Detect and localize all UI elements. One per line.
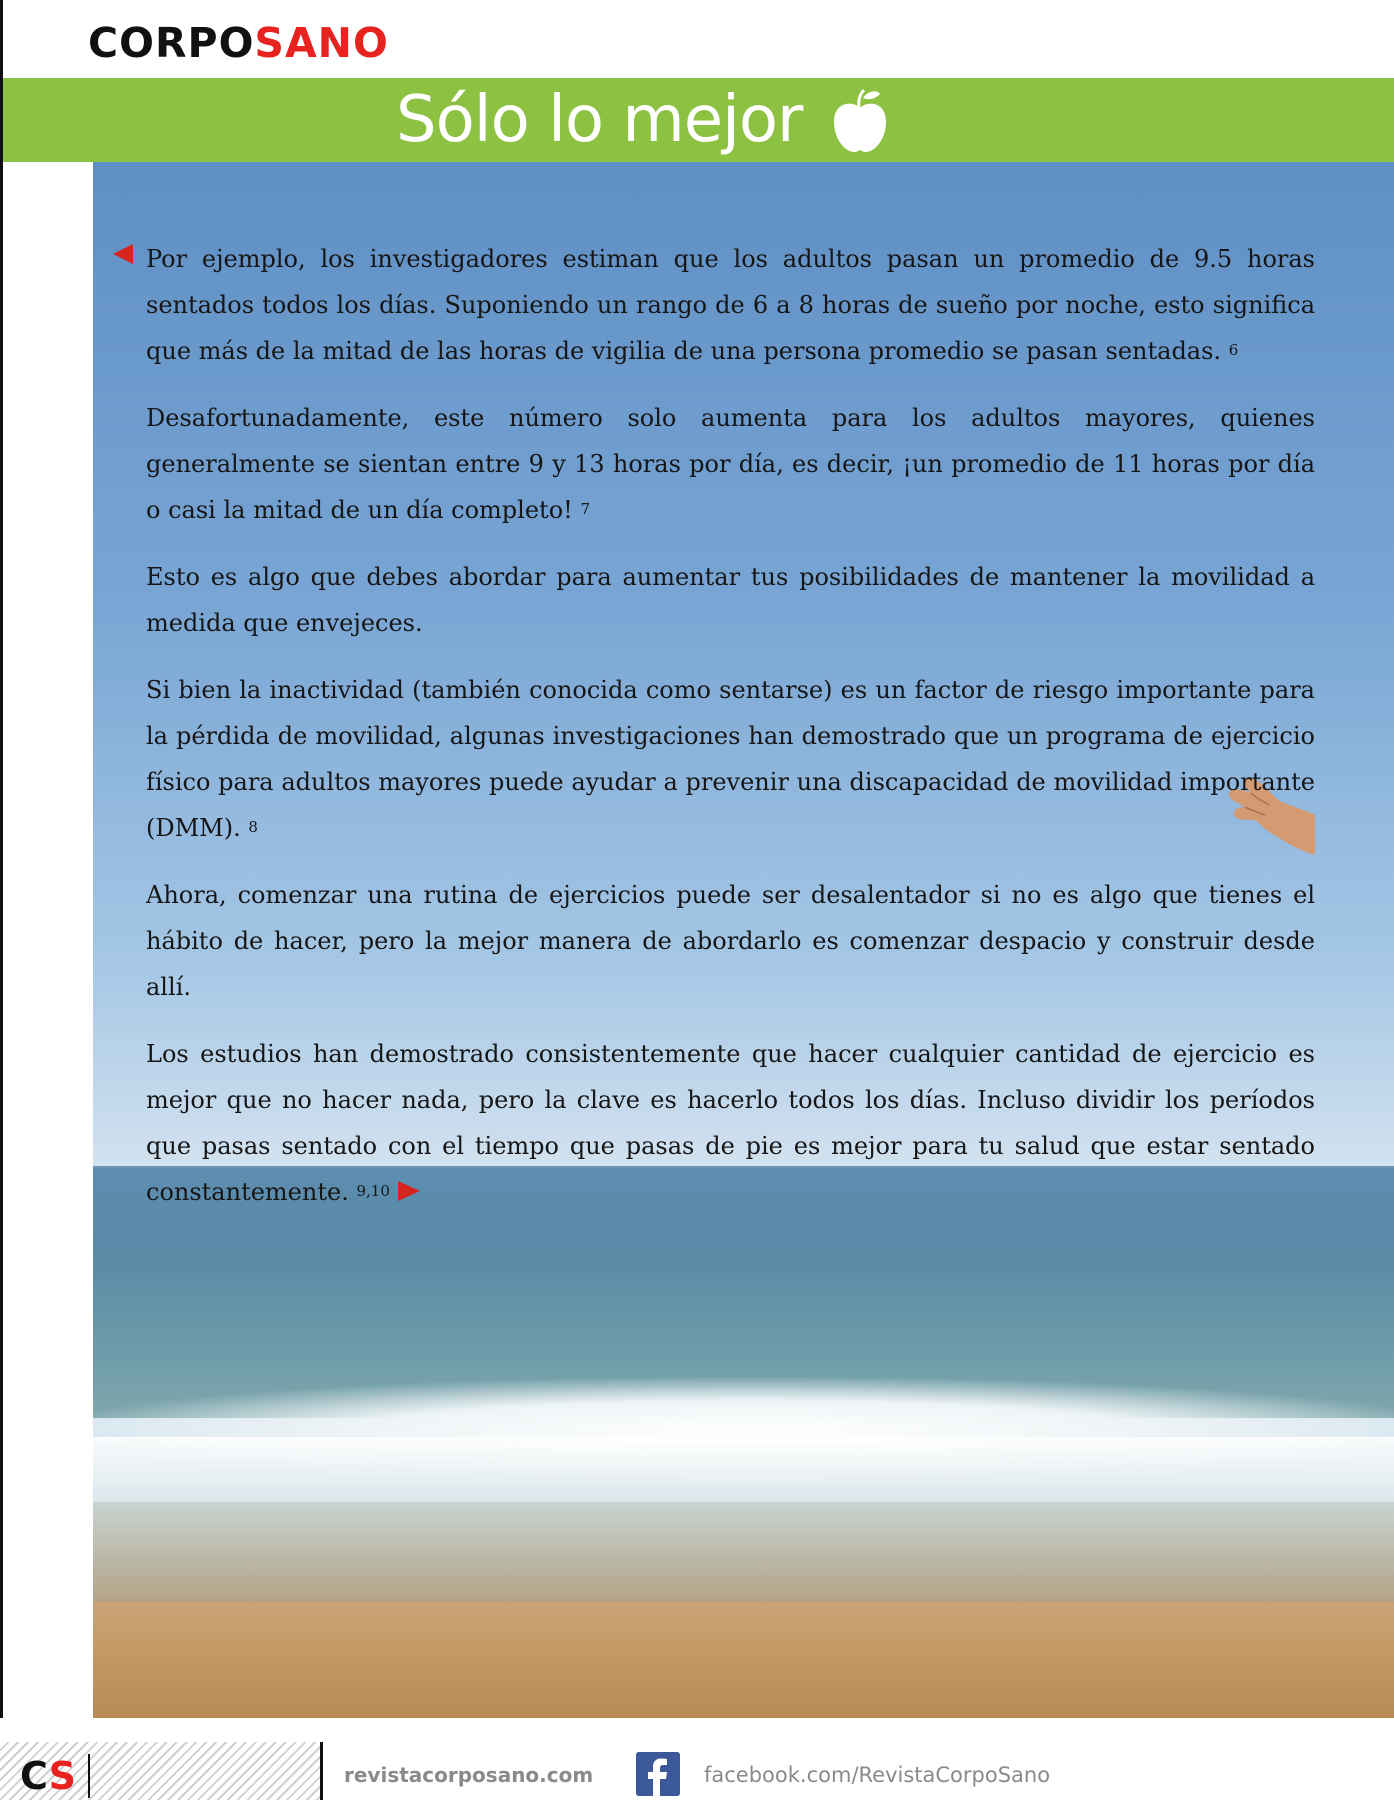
paragraph-text: Ahora, comenzar una rutina de ejercicios puede ser desalentador si no es algo que tienes el hábito de hacer, pero la mejor manera de abordarlo es comenzar despacio y construir desde allí. xyxy=(146,881,1315,1001)
sand xyxy=(93,1602,1394,1719)
paragraph-2 xyxy=(146,395,1315,533)
facebook-link[interactable]: facebook.com/RevistaCorpoSano xyxy=(704,1763,1051,1787)
paragraph-text: Esto es algo que debes abordar para aumentar tus posibilidades de mantener la movilidad a medida que envejeces. xyxy=(146,563,1315,637)
paragraph-1 xyxy=(146,236,1315,374)
paragraph-6 xyxy=(146,1031,1315,1215)
article-body xyxy=(146,236,1315,1236)
brand-logo-part1: CORPO xyxy=(88,19,255,67)
apple-icon xyxy=(830,88,890,154)
paragraph-text: Por ejemplo, los investigadores estiman que los adultos pasan un promedio de 9.5 horas sentados todos los días. Suponiendo un rango de 6 a 8 horas de sueño por noche, esto significa que más de la mitad de las horas de vigilia de una persona promedio se pasan sentadas. xyxy=(146,245,1315,365)
paragraph-text: Si bien la inactividad (también conocida como sentarse) es un factor de riesgo importante para la pérdida de movilidad, algunas investigaciones han demostrado que un programa de ejercicio físico para adultos mayores puede ayudar a prevenir una discapacidad de movilidad importante (DMM). xyxy=(146,676,1315,842)
arrow-left-marker xyxy=(113,244,133,264)
paragraph-5 xyxy=(146,872,1315,1010)
paragraph-text: Los estudios han demostrado consistentemente que hacer cualquier cantidad de ejercicio es mejor que no hacer nada, pero la clave es hacerlo todos los días. Incluso dividir los períodos que pasas sentado con el tiempo que pasas de pie es mejor para tu salud que estar sentado constantemente. xyxy=(146,1040,1315,1206)
facebook-icon[interactable] xyxy=(636,1752,680,1796)
brand-logo xyxy=(88,18,389,68)
footnote-ref: 7 xyxy=(580,500,590,518)
footer-logo-separator xyxy=(88,1754,90,1798)
section-title: Sólo lo mejor xyxy=(396,83,803,157)
footer-divider xyxy=(320,1742,323,1800)
footnote-ref: 8 xyxy=(248,818,258,836)
paragraph-3 xyxy=(146,554,1315,646)
paragraph-text: Desafortunadamente, este número solo aumenta para los adultos mayores, quienes generalmente se sientan entre 9 y 13 horas por día, es decir, ¡un promedio de 11 horas por día o casi la mitad de un día completo! xyxy=(146,404,1315,524)
paragraph-4 xyxy=(146,667,1315,851)
footnote-ref: 9,10 xyxy=(356,1182,390,1200)
footer-logo-c: C xyxy=(20,1754,49,1798)
footnote-ref: 6 xyxy=(1228,341,1239,359)
arrow-right-marker xyxy=(398,1181,420,1201)
page-footer xyxy=(0,1718,1394,1800)
brand-logo-part2: SANO xyxy=(254,19,389,67)
footer-logo-s: S xyxy=(48,1754,76,1798)
website-link[interactable]: revistacorposano.com xyxy=(344,1763,594,1787)
page-left-rule xyxy=(0,0,3,1800)
footer-logo xyxy=(20,1756,76,1796)
wet-sand xyxy=(93,1502,1394,1612)
